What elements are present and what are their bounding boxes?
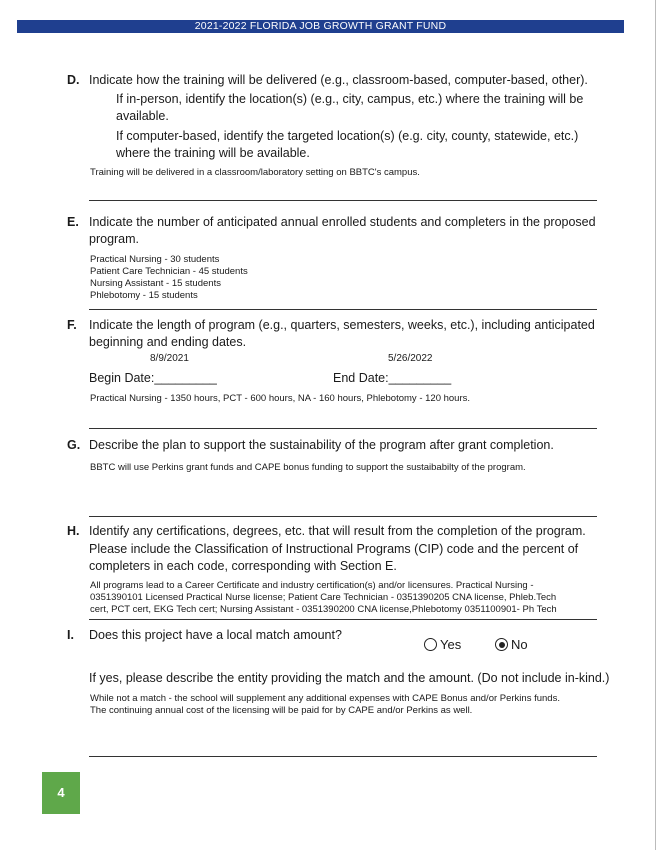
section-d-answer[interactable]: Training will be delivered in a classroom/laboratory setting on BBTC's campus.	[90, 167, 420, 178]
section-e-answer-2[interactable]: Patient Care Technician - 45 students	[90, 266, 248, 277]
section-h-question: Identify any certifications, degrees, etc. that will result from the completion of the program.	[89, 524, 586, 538]
section-f-question: Indicate the length of program (e.g., quarters, semesters, weeks, etc.), including anticipated	[89, 318, 595, 332]
end-date-label: End Date:_________	[333, 371, 452, 385]
no-radio-selected-icon[interactable]	[495, 638, 508, 651]
page-number-badge	[42, 772, 80, 814]
begin-date-label: Begin Date:_________	[89, 371, 217, 385]
section-i-question: Does this project have a local match amount?	[89, 628, 342, 642]
section-d-sub2a: If computer-based, identify the targeted location(s) (e.g. city, county, statewide, etc.)	[116, 129, 579, 143]
page-number: 4	[57, 785, 65, 800]
section-f-answer-line	[89, 428, 597, 429]
yes-radio-option[interactable]	[424, 636, 461, 653]
section-f-letter: F.	[67, 318, 77, 332]
header-bar	[17, 20, 624, 33]
no-radio-option[interactable]	[495, 636, 528, 653]
section-i-answer-line1[interactable]: While not a match - the school will supplement any additional expenses with CAPE Bonus and/or Perkins funds.	[90, 693, 560, 704]
section-e-question-line2: program.	[89, 232, 140, 246]
section-h-answer-line3[interactable]: cert, PCT cert, EKG Tech cert; Nursing Assistant - 0351390200 CNA license,Phlebotomy 0351100901- Ph Tech	[90, 604, 557, 615]
section-h-answer-line1[interactable]: All programs lead to a Career Certificate and industry certification(s) and/or licensures. Practical Nursing -	[90, 580, 534, 591]
section-d-sub1b: available.	[116, 109, 169, 123]
section-g-answer-line	[89, 516, 597, 517]
end-date-value[interactable]: 5/26/2022	[388, 353, 433, 364]
section-g-letter: G.	[67, 438, 81, 452]
section-i-letter: I.	[67, 628, 74, 642]
section-h-answer-line2[interactable]: 0351390101 Licensed Practical Nurse license; Patient Care Technician - 0351390205 CNA license, Phleb.Tech	[90, 592, 557, 603]
section-d-letter: D.	[67, 73, 80, 87]
yes-radio-icon[interactable]	[424, 638, 437, 651]
section-e-answer-line	[89, 309, 597, 310]
section-h-answer-line	[89, 619, 597, 620]
page-edge	[655, 0, 656, 850]
section-f-question-line2: beginning and ending dates.	[89, 335, 247, 349]
section-i-followup-question: If yes, please describe the entity providing the match and the amount. (Do not include in-kind.)	[89, 671, 610, 685]
section-d-question: Indicate how the training will be delivered (e.g., classroom-based, computer-based, other).	[89, 73, 588, 87]
section-i-answer-line2[interactable]: The continuing annual cost of the licensing will be paid for by CAPE and/or Perkins as well.	[90, 705, 473, 716]
begin-date-value[interactable]: 8/9/2021	[150, 353, 189, 364]
no-radio-label: No	[511, 637, 528, 652]
section-d-sub1a: If in-person, identify the location(s) (e.g., city, campus, etc.) where the training will be	[116, 92, 584, 106]
section-d-sub2b: where the training will be available.	[116, 146, 310, 160]
section-h-letter: H.	[67, 524, 80, 538]
section-e-question: Indicate the number of anticipated annual enrolled students and completers in the proposed	[89, 215, 596, 229]
section-g-question: Describe the plan to support the sustainability of the program after grant completion.	[89, 438, 554, 452]
section-e-answer-3[interactable]: Nursing Assistant - 15 students	[90, 278, 221, 289]
section-h-question-line3: completers in each code, corresponding with Section E.	[89, 559, 397, 573]
section-f-answer[interactable]: Practical Nursing - 1350 hours, PCT - 600 hours, NA - 160 hours, Phlebotomy - 120 hours.	[90, 393, 471, 404]
header-title: 2021-2022 FLORIDA JOB GROWTH GRANT FUND	[194, 20, 447, 32]
section-d-answer-line	[89, 200, 597, 201]
yes-radio-label: Yes	[440, 637, 462, 652]
section-e-answer-4[interactable]: Phlebotomy - 15 students	[90, 290, 198, 301]
section-i-answer-line	[89, 756, 597, 757]
section-e-answer-1[interactable]: Practical Nursing - 30 students	[90, 254, 220, 265]
section-h-question-line2: Please include the Classification of Instructional Programs (CIP) code and the percent of	[89, 542, 579, 556]
section-g-answer[interactable]: BBTC will use Perkins grant funds and CAPE bonus funding to support the sustaibabilty of the program.	[90, 462, 526, 473]
section-e-letter: E.	[67, 215, 79, 229]
